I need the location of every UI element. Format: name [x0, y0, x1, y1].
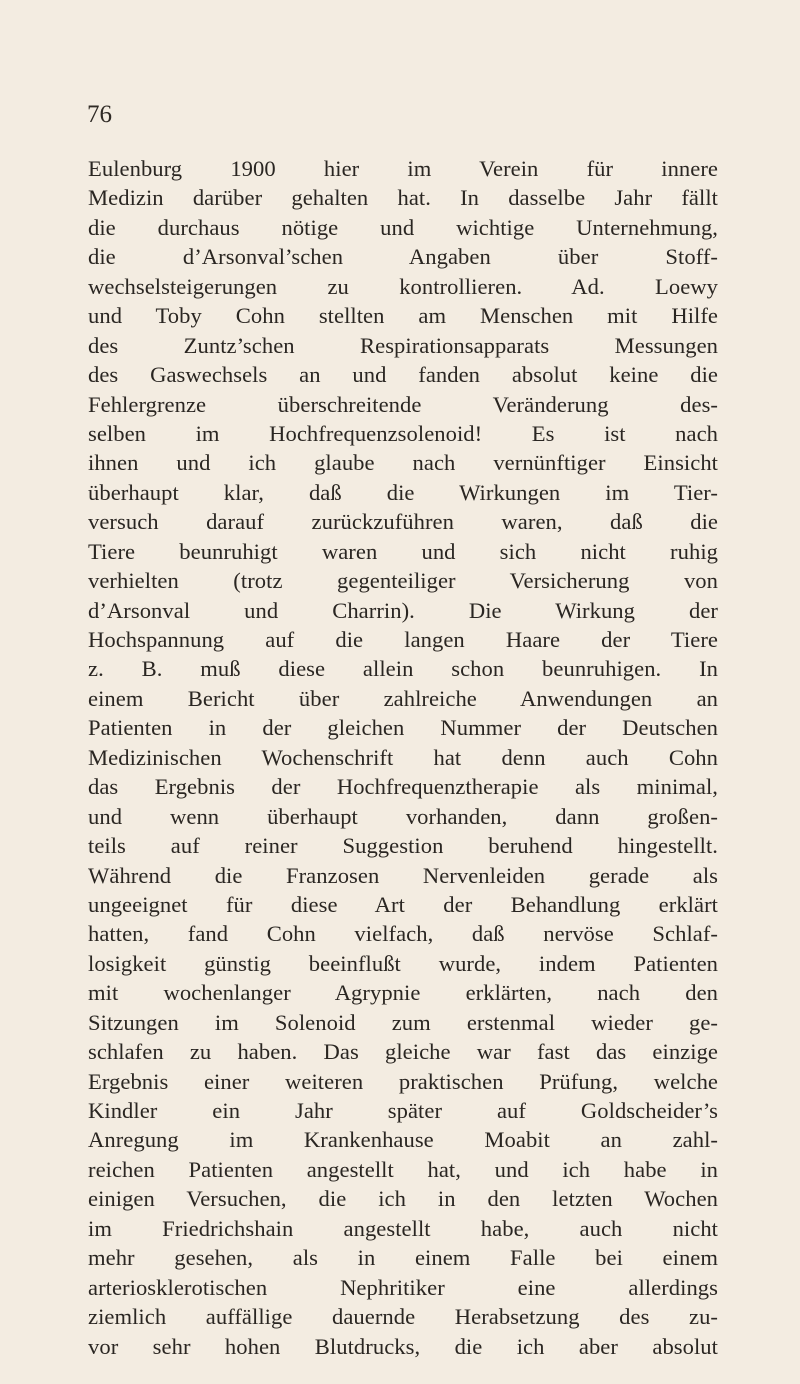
body-text	[88, 154, 718, 1361]
text-line: z. B. muß diese allein schon beunruhigen. In	[88, 656, 718, 682]
page-number: 76	[87, 101, 112, 128]
text-line: mit wochenlanger Agrypnie erklärten, nach den	[88, 980, 718, 1006]
text-line: losigkeit günstig beeinflußt wurde, indem Patienten	[88, 950, 718, 976]
text-line: Anregung im Krankenhause Moabit an zahl-	[88, 1127, 718, 1153]
text-line: und wenn überhaupt vorhanden, dann großen-	[88, 803, 718, 829]
text-line: die durchaus nötige und wichtige Unternehmung,	[88, 214, 718, 240]
text-line: überhaupt klar, daß die Wirkungen im Tier-	[88, 479, 718, 505]
text-line: Medizin darüber gehalten hat. In dasselbe Jahr fällt	[88, 185, 718, 211]
text-line: ziemlich auffällige dauernde Herabsetzung des zu-	[88, 1304, 718, 1330]
text-line: mehr gesehen, als in einem Falle bei einem	[88, 1245, 718, 1271]
text-line: einem Bericht über zahlreiche Anwendungen an	[88, 685, 718, 711]
text-line: hatten, fand Cohn vielfach, daß nervöse Schlaf-	[88, 921, 718, 947]
text-line: arteriosklerotischen Nephritiker eine allerdings	[88, 1274, 718, 1300]
text-line: Medizinischen Wochenschrift hat denn auch Cohn	[88, 744, 718, 770]
text-line: des Zuntz’schen Respirationsapparats Messungen	[88, 332, 718, 358]
text-line: Kindler ein Jahr später auf Goldscheider’s	[88, 1098, 718, 1123]
text-line: Ergebnis einer weiteren praktischen Prüfung, welche	[88, 1068, 718, 1094]
text-line: und Toby Cohn stellten am Menschen mit Hilfe	[88, 303, 718, 329]
text-line: Patienten in der gleichen Nummer der Deutschen	[88, 715, 718, 741]
text-line: Sitzungen im Solenoid zum erstenmal wieder ge-	[88, 1009, 718, 1035]
text-line: teils auf reiner Suggestion beruhend hingestellt.	[88, 833, 718, 859]
text-line: verhielten (trotz gegenteiliger Versicherung von	[88, 568, 718, 594]
text-line: Hochspannung auf die langen Haare der Tiere	[88, 627, 718, 652]
text-line: Fehlergrenze überschreitende Veränderung des-	[88, 391, 718, 417]
text-line: Tiere beunruhigt waren und sich nicht ruhig	[88, 538, 718, 564]
text-line: ihnen und ich glaube nach vernünftiger Einsicht	[88, 450, 718, 476]
text-line: vor sehr hohen Blutdrucks, die ich aber absolut	[88, 1333, 718, 1359]
text-line: des Gaswechsels an und fanden absolut keine die	[88, 362, 718, 388]
text-line: selben im Hochfrequenzsolenoid! Es ist nach	[88, 420, 718, 446]
text-line: schlafen zu haben. Das gleiche war fast das einzige	[88, 1039, 718, 1065]
text-line: wechselsteigerungen zu kontrollieren. Ad. Loewy	[88, 273, 718, 299]
text-line: ungeeignet für diese Art der Behandlung erklärt	[88, 891, 718, 917]
text-line: Während die Franzosen Nervenleiden gerade als	[88, 862, 718, 888]
text-line: das Ergebnis der Hochfrequenztherapie als minimal,	[88, 774, 718, 800]
text-line: im Friedrichshain angestellt habe, auch nicht	[88, 1215, 718, 1241]
text-line: reichen Patienten angestellt hat, und ich habe in	[88, 1156, 718, 1182]
text-line: einigen Versuchen, die ich in den letzten Wochen	[88, 1186, 718, 1212]
text-line: versuch darauf zurückzuführen waren, daß die	[88, 509, 718, 535]
text-line: Eulenburg 1900 hier im Verein für innere	[88, 156, 718, 181]
text-line: die d’Arsonval’schen Angaben über Stoff-	[88, 244, 718, 270]
text-line: d’Arsonval und Charrin). Die Wirkung der	[88, 597, 718, 623]
